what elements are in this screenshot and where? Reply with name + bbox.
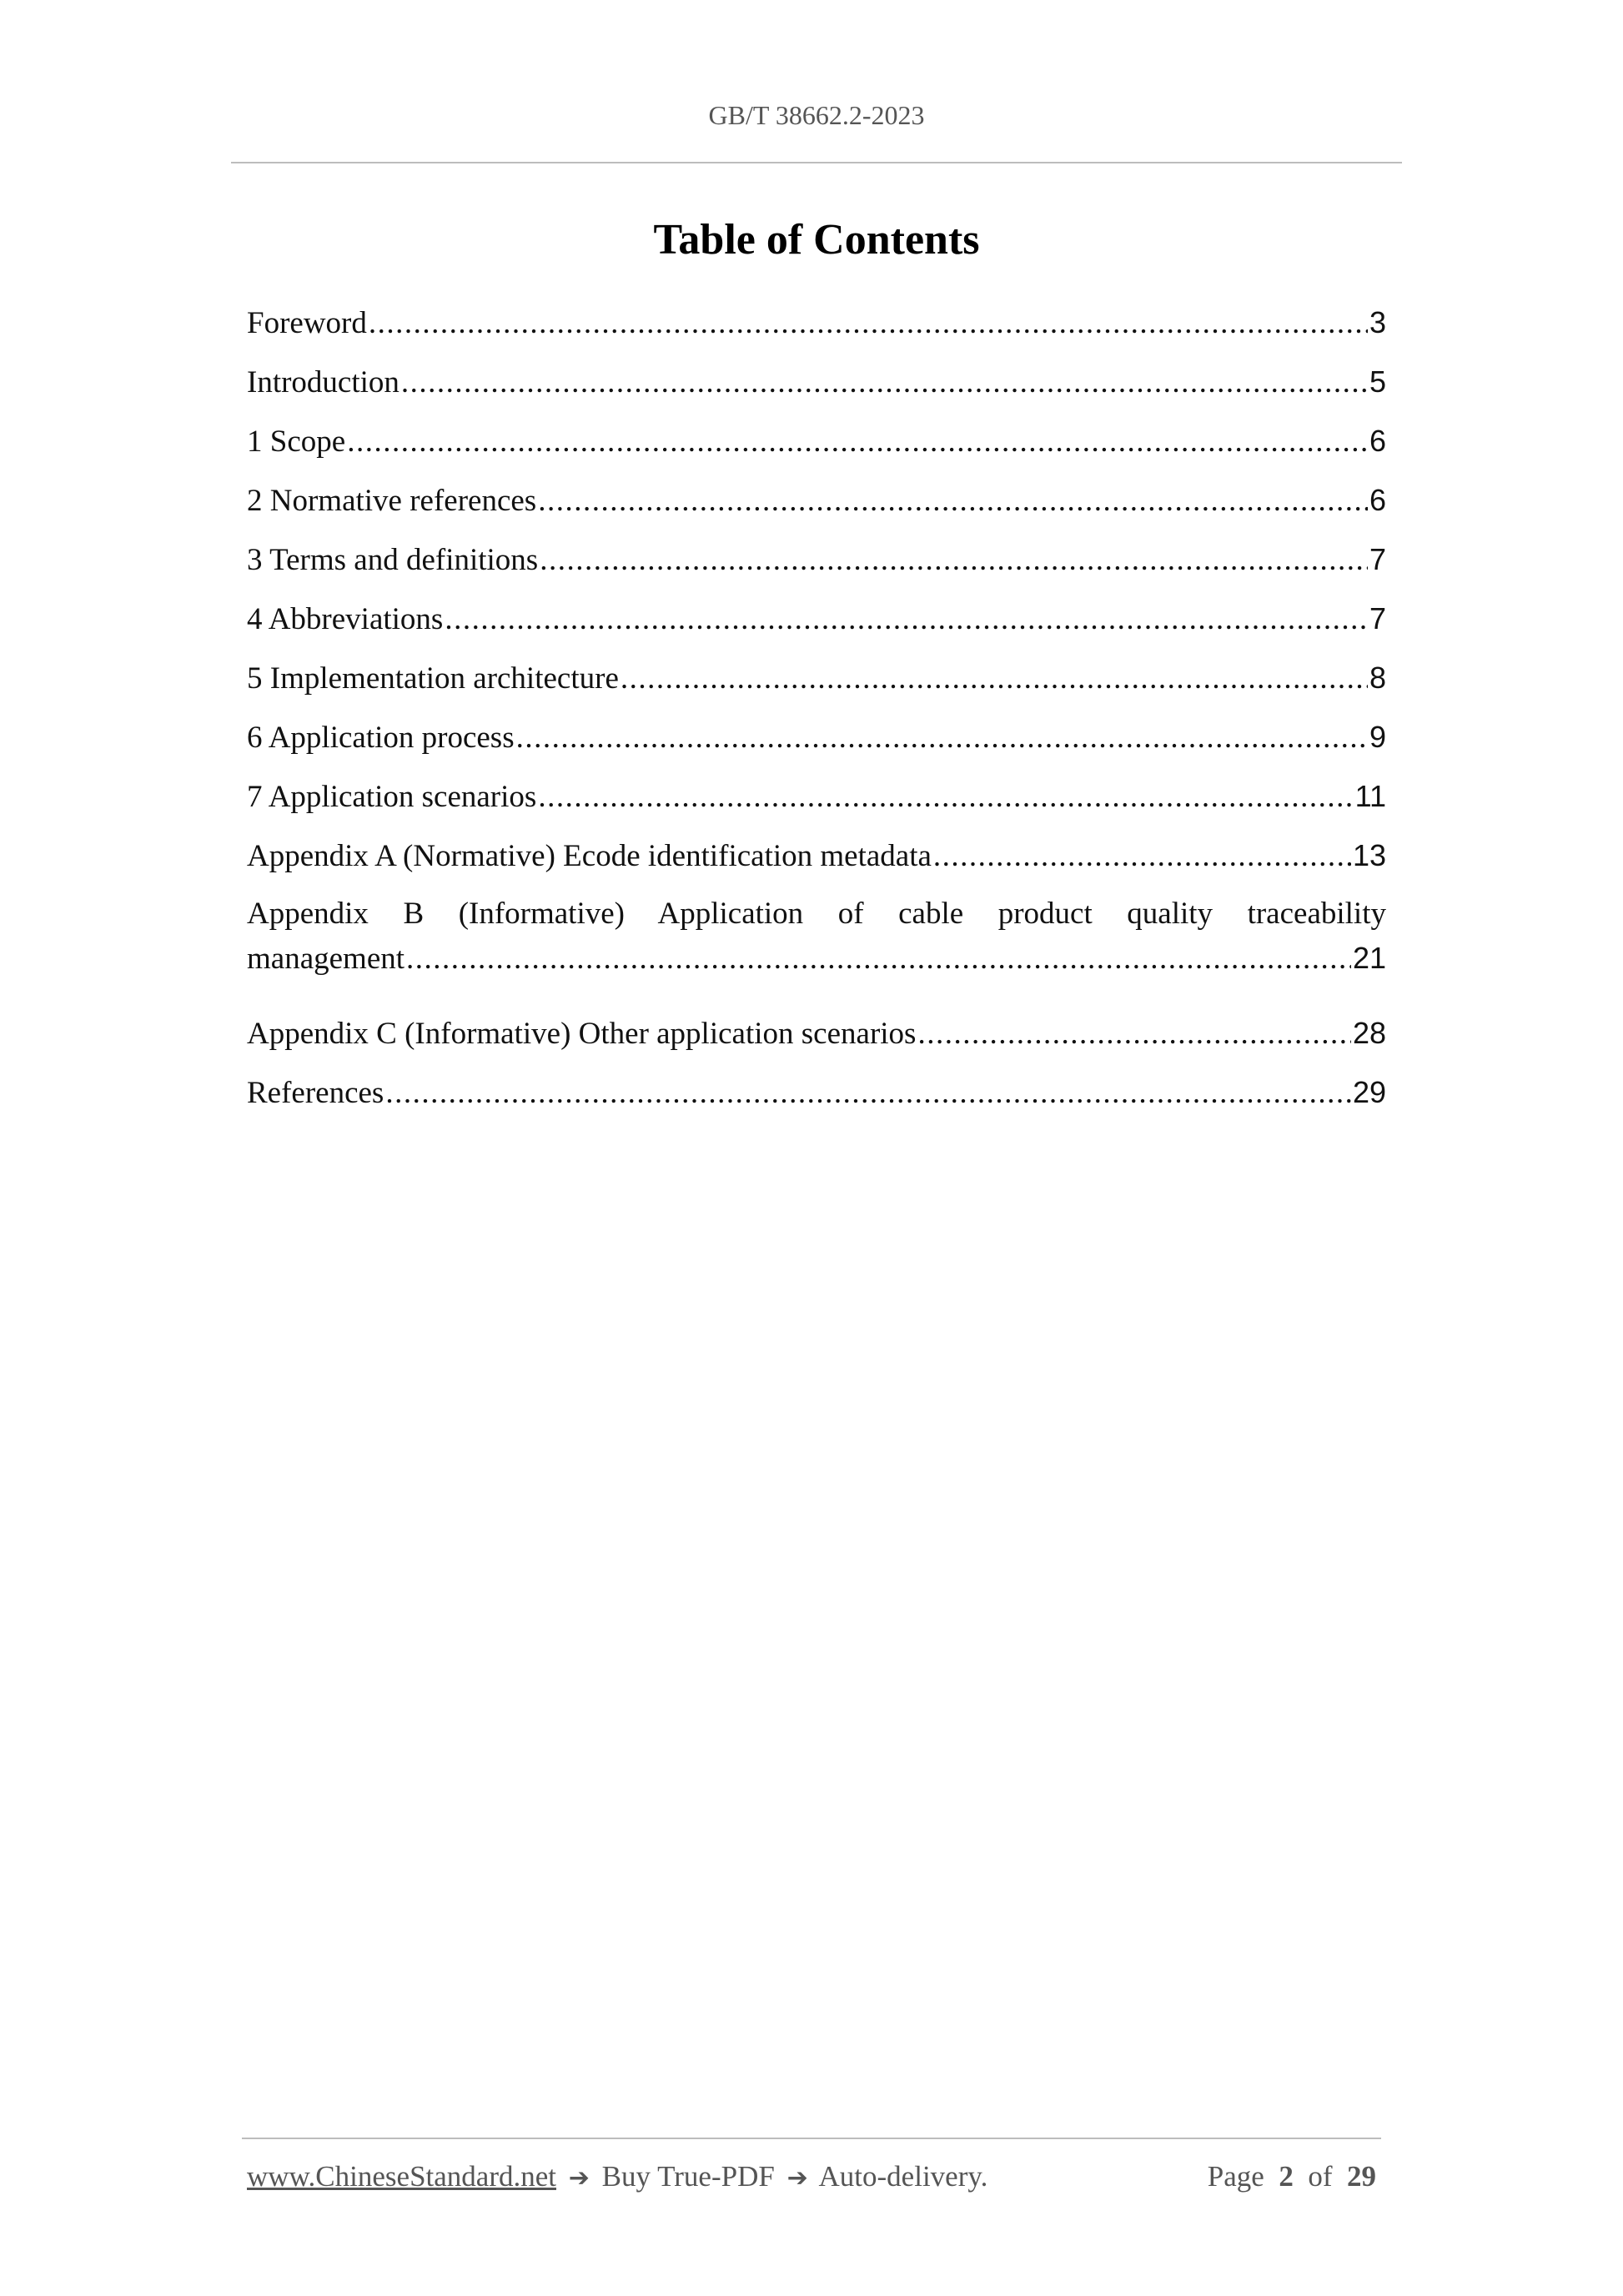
dot-leader bbox=[933, 834, 1351, 879]
footer-divider bbox=[242, 2138, 1381, 2139]
toc-entry-label-line2: management bbox=[247, 942, 405, 976]
table-of-contents bbox=[247, 300, 1386, 1129]
toc-entry-page: 21 bbox=[1352, 941, 1386, 975]
toc-entry-introduction[interactable] bbox=[247, 359, 1386, 419]
toc-entry-page: 9 bbox=[1369, 720, 1386, 754]
page-footer bbox=[247, 2160, 1376, 2202]
toc-entry-page: 6 bbox=[1369, 424, 1386, 458]
toc-entry-label: Appendix A (Normative) Ecode identification metadata bbox=[247, 839, 932, 873]
page-number bbox=[1208, 2160, 1376, 2193]
toc-entry-normative-references[interactable] bbox=[247, 478, 1386, 537]
dot-leader bbox=[385, 1071, 1351, 1116]
toc-entry-page: 3 bbox=[1369, 305, 1386, 339]
dot-leader bbox=[516, 716, 1368, 761]
dot-leader bbox=[406, 937, 1351, 981]
toc-entry-page: 5 bbox=[1369, 364, 1386, 399]
dot-leader bbox=[621, 656, 1368, 701]
toc-entry-page: 13 bbox=[1352, 838, 1386, 872]
toc-entry-label: Foreword bbox=[247, 306, 367, 340]
toc-entry-label: 4 Abbreviations bbox=[247, 602, 444, 636]
toc-entry-scope[interactable] bbox=[247, 419, 1386, 478]
toc-entry-label: 5 Implementation architecture bbox=[247, 661, 619, 696]
dot-leader bbox=[917, 1012, 1351, 1057]
toc-entry-label-line1: Appendix B (Informative) Application of cable product quality traceability bbox=[247, 897, 1386, 931]
page-word: Page bbox=[1207, 2160, 1264, 2193]
toc-title: Table of Contents bbox=[653, 216, 980, 264]
site-link[interactable]: www.ChineseStandard.net bbox=[247, 2160, 556, 2193]
dot-leader bbox=[540, 538, 1368, 583]
header-divider bbox=[231, 162, 1402, 163]
toc-entry-application-scenarios[interactable] bbox=[247, 774, 1386, 833]
toc-entry-label: 6 Application process bbox=[247, 721, 515, 755]
toc-entry-page: 11 bbox=[1354, 779, 1386, 813]
right-arrow-icon: ➔ bbox=[568, 2163, 590, 2193]
toc-entry-label: Appendix C (Informative) Other application scenarios bbox=[247, 1017, 917, 1051]
toc-entry-page: 8 bbox=[1369, 661, 1386, 695]
dot-leader bbox=[445, 597, 1368, 642]
toc-entry-label: Introduction bbox=[247, 365, 399, 399]
page-header: GB/T 38662.2-2023 bbox=[708, 100, 925, 130]
toc-entry-label: 2 Normative references bbox=[247, 484, 537, 518]
footer-step-buy: Buy True-PDF bbox=[601, 2160, 775, 2193]
right-arrow-icon: ➔ bbox=[786, 2163, 808, 2193]
toc-entry-label: 3 Terms and definitions bbox=[247, 543, 539, 577]
toc-entry-references[interactable] bbox=[247, 1070, 1386, 1129]
toc-entry-page: 28 bbox=[1352, 1016, 1386, 1050]
toc-entry-page: 7 bbox=[1369, 542, 1386, 576]
toc-entry-application-process[interactable] bbox=[247, 715, 1386, 774]
toc-entry-appendix-b[interactable] bbox=[247, 892, 1386, 1011]
toc-entry-terms-and-definitions[interactable] bbox=[247, 537, 1386, 596]
toc-entry-implementation-architecture[interactable] bbox=[247, 656, 1386, 715]
of-word: of bbox=[1308, 2160, 1333, 2193]
toc-entry-appendix-c[interactable] bbox=[247, 1011, 1386, 1070]
footer-step-delivery: Auto-delivery. bbox=[818, 2160, 988, 2193]
page-total: 29 bbox=[1347, 2160, 1376, 2193]
dot-leader bbox=[538, 479, 1368, 524]
toc-entry-label: 1 Scope bbox=[247, 425, 346, 459]
toc-entry-line2 bbox=[247, 936, 1386, 981]
toc-entry-label: 7 Application scenarios bbox=[247, 780, 537, 814]
footer-promo bbox=[247, 2160, 987, 2193]
toc-entry-abbreviations[interactable] bbox=[247, 596, 1386, 656]
dot-leader bbox=[401, 360, 1368, 405]
page-current: 2 bbox=[1279, 2160, 1294, 2193]
dot-leader bbox=[347, 420, 1368, 465]
toc-entry-foreword[interactable] bbox=[247, 300, 1386, 359]
toc-entry-appendix-a[interactable] bbox=[247, 833, 1386, 892]
toc-entry-page: 7 bbox=[1369, 601, 1386, 636]
toc-entry-page: 29 bbox=[1352, 1075, 1386, 1109]
toc-entry-page: 6 bbox=[1369, 483, 1386, 517]
dot-leader bbox=[538, 775, 1353, 820]
toc-entry-label: References bbox=[247, 1076, 384, 1110]
dot-leader bbox=[369, 301, 1368, 346]
